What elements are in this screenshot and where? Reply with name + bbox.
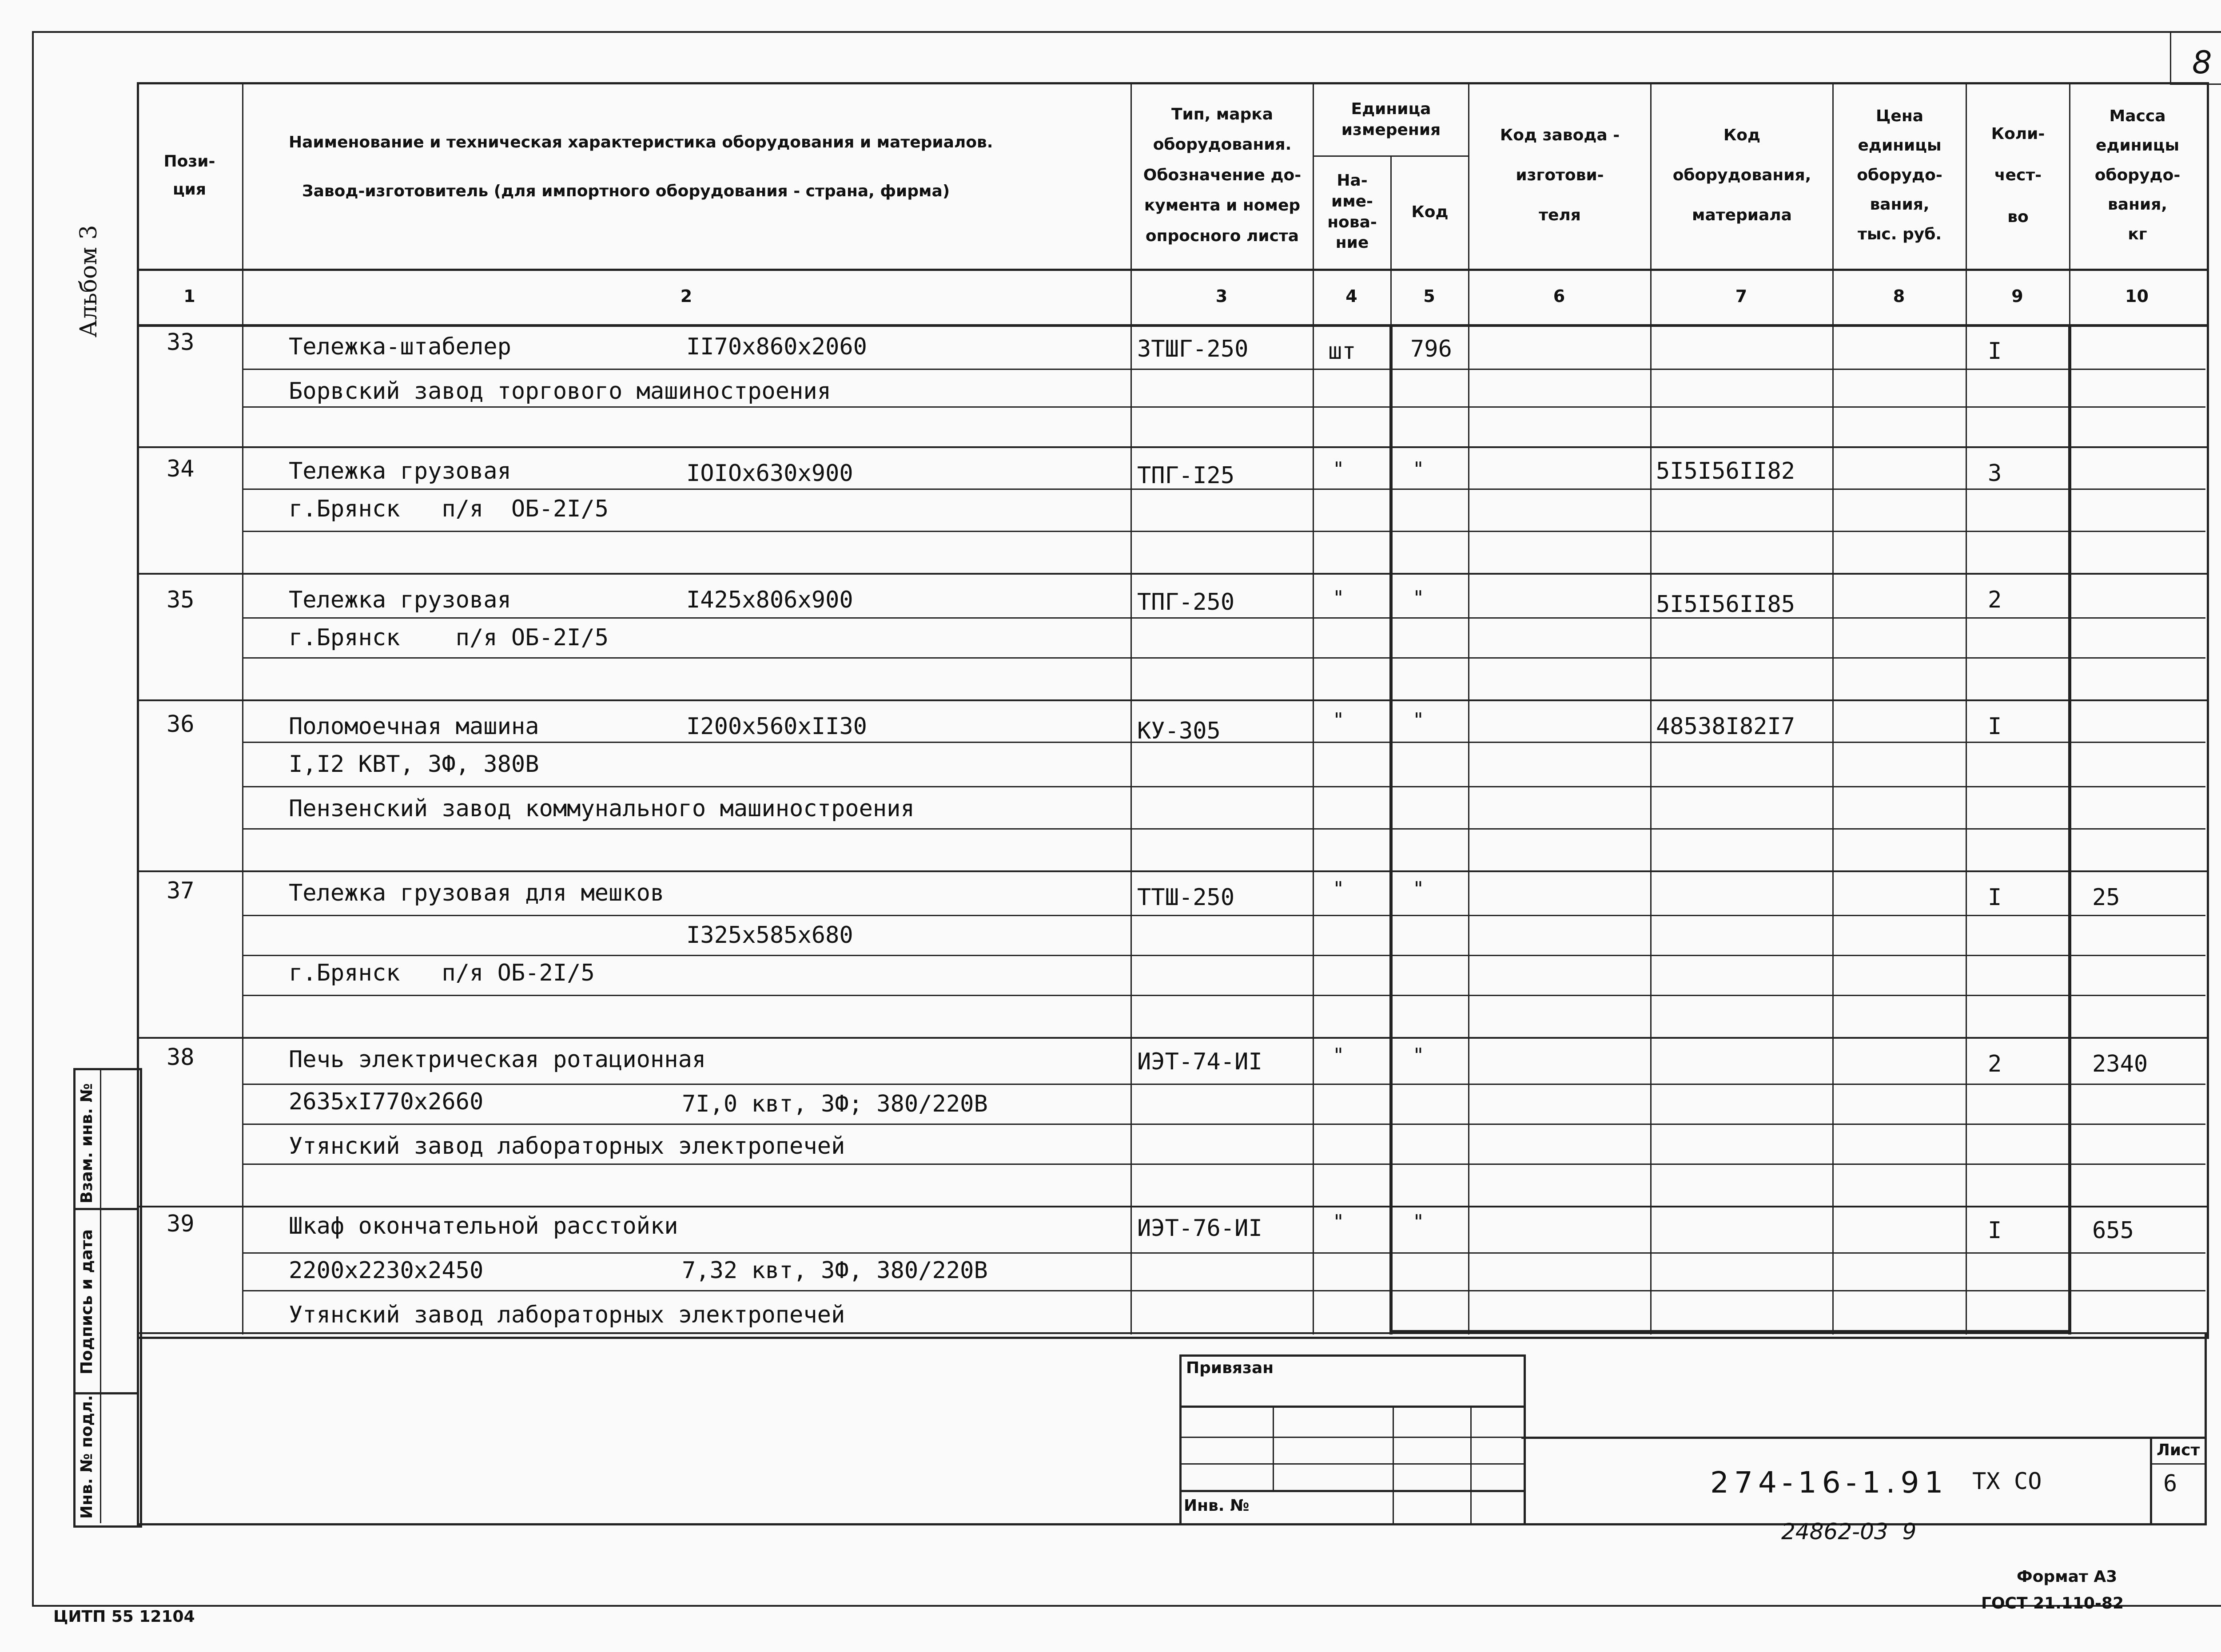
row37-unit: " (1333, 878, 1345, 900)
col-line-6 (1650, 82, 1652, 1334)
row33-qty: I (1988, 338, 2002, 365)
row35-extra-1: г.Брянск п/я ОБ-2I/5 (289, 624, 609, 651)
row-line (137, 1037, 2207, 1039)
row37-qty: I (1988, 884, 2002, 911)
row37-pos: 37 (167, 878, 195, 904)
row39-code: " (1413, 1211, 1425, 1233)
colnum-10: 10 (2125, 286, 2149, 306)
col-line-7 (1832, 82, 1834, 1334)
row36-extra-1: I,I2 КВТ, 3Ф, 380В (289, 751, 539, 778)
sheet-number-top: 8 (2192, 44, 2212, 81)
row39-unit: " (1333, 1211, 1345, 1233)
list-label: Лист (2157, 1441, 2200, 1459)
row34-extra-1: г.Брянск п/я ОБ-2I/5 (289, 496, 609, 522)
row34-qty: 3 (1988, 460, 2002, 487)
list-number: 6 (2163, 1470, 2177, 1497)
colnum-6: 6 (1553, 286, 1565, 306)
row39-name: Шкаф окончательной расстойки (289, 1213, 678, 1239)
row37-extra-2: г.Брянск п/я ОБ-2I/5 (289, 960, 595, 986)
row-line (137, 446, 2207, 448)
row36-name: Поломоечная машина (289, 713, 539, 740)
row35-type: ТПГ-250 (1137, 589, 1235, 616)
unit-group-split (1313, 155, 1468, 157)
row-line (242, 406, 2205, 408)
header-name-line1: Наименование и техническая характеристика оборудования и материалов. (289, 133, 993, 151)
privyazan-line-4 (1179, 1490, 1524, 1492)
row-line (242, 657, 2205, 659)
row-line (137, 870, 2207, 872)
side-stamp-hline-2 (73, 1392, 138, 1394)
album-label: Альбом 3 (76, 225, 102, 338)
sheet-number-divider (2170, 31, 2171, 84)
header-equipment-code: Код оборудования, материала (1672, 126, 1811, 224)
colnum-bottom-line (137, 324, 2207, 327)
side-podpis-label: Подпись и дата (78, 1229, 96, 1374)
col-line-3 (1313, 82, 1314, 1334)
row34-code: " (1413, 458, 1425, 481)
row39-extra-3: Утянский завод лабораторных электропечей (289, 1302, 845, 1328)
col-line-1 (242, 82, 243, 1334)
row35-unit: " (1333, 587, 1345, 609)
row37-mass: 25 (2092, 884, 2120, 911)
row-line (242, 1290, 2205, 1291)
col-line-5 (1468, 82, 1469, 1334)
header-factory-code: Код завода - изготови- теля (1500, 126, 1620, 224)
row-line (137, 573, 2207, 575)
row-line (242, 1124, 2205, 1125)
row39-pos: 39 (167, 1211, 195, 1237)
list-box-divider (2150, 1463, 2205, 1465)
header-qty: Коли- чест- во (1991, 124, 2045, 226)
side-stamp-hline-1 (73, 1208, 138, 1210)
row36-dims: I200х560хII30 (686, 713, 867, 740)
row38-extra-3: Утянский завод лабораторных электропечей (289, 1133, 845, 1160)
header-price: Цена единицы оборудо- вания, тыс. руб. (1857, 107, 1942, 243)
privyazan-line-1 (1179, 1406, 1524, 1408)
row38-code: " (1413, 1044, 1425, 1067)
row35-equip: 5I5I56II85 (1656, 591, 1795, 618)
row34-name: Тележка грузовая (289, 458, 511, 484)
header-unit-name: На- име- нова- ние (1327, 171, 1377, 252)
row-line (137, 1332, 2207, 1334)
row33-dims: II70х860х2060 (686, 334, 867, 360)
row34-unit: " (1333, 458, 1345, 481)
row38-extra-2: 7I,0 квт, 3Ф; 380/220В (682, 1091, 988, 1117)
row35-dims: I425х806х900 (686, 587, 853, 613)
row-line (242, 1164, 2205, 1165)
header-type: Тип, марка оборудования. Обозначение до- кумента и номер опросного листа (1143, 105, 1302, 245)
row35-name: Тележка грузовая (289, 587, 511, 613)
format-label: Формат А3 (2017, 1568, 2118, 1586)
row39-type: ИЭТ-76-ИI (1137, 1215, 1262, 1242)
list-box-left (2150, 1437, 2152, 1523)
lower-right-line (2205, 1332, 2207, 1523)
row38-unit: " (1333, 1044, 1345, 1067)
handwritten-number: 24862-03 9 (1781, 1519, 1917, 1545)
row33-extra-1: Борвский завод торгового машиностроения (289, 378, 831, 405)
inv-no-label: Инв. № (1184, 1497, 1250, 1515)
row-line (242, 742, 2205, 743)
row34-type: ТПГ-I25 (1137, 462, 1235, 489)
colnum-9: 9 (2011, 286, 2023, 306)
header-bottom-line (137, 269, 2207, 271)
row36-pos: 36 (167, 711, 195, 738)
side-vzam-label: Взам. инв. № (78, 1083, 96, 1203)
row34-pos: 34 (167, 456, 195, 482)
row33-unit: шт (1328, 338, 1356, 365)
row36-unit: " (1333, 709, 1345, 731)
side-stamp-vline (100, 1068, 101, 1523)
row-line (242, 786, 2205, 787)
title-block-top (1521, 1437, 2205, 1439)
row-line (242, 1084, 2205, 1085)
privyazan-vline-2 (1393, 1406, 1394, 1523)
header-unit-code: Код (1411, 203, 1449, 221)
row38-pos: 38 (167, 1044, 195, 1071)
row36-type: КУ-305 (1137, 718, 1221, 744)
row33-name: Тележка-штабелер (289, 334, 511, 360)
row38-name: Печь электрическая ротационная (289, 1046, 706, 1073)
colnum-4: 4 (1345, 286, 1357, 306)
row39-qty: I (1988, 1217, 2002, 1244)
col-line-2 (1130, 82, 1132, 1334)
side-inv-podl-label: Инв. № подл. (78, 1395, 96, 1519)
row38-qty: 2 (1988, 1051, 2002, 1077)
privyazan-line-3 (1179, 1463, 1524, 1465)
colnum-5: 5 (1423, 286, 1435, 306)
row39-mass: 655 (2092, 1217, 2134, 1244)
row35-qty: 2 (1988, 587, 2002, 613)
row34-dims: IOIOх630х900 (686, 460, 853, 487)
privyazan-label: Привязан (1186, 1359, 1274, 1377)
privyazan-vline-3 (1470, 1406, 1472, 1523)
gost-label: ГОСТ 21.110-82 (1981, 1594, 2124, 1612)
row38-type: ИЭТ-74-ИI (1137, 1048, 1262, 1075)
doc-code: 274-16-1.91 (1710, 1465, 1949, 1500)
doc-suffix: ТХ СО (1972, 1468, 2042, 1495)
row-line (242, 995, 2205, 996)
row33-code: 796 (1410, 336, 1452, 362)
row33-type: ЗТШГ-250 (1137, 336, 1249, 362)
row-line (137, 699, 2207, 701)
row36-extra-2: Пензенский завод коммунального машиностроения (289, 795, 915, 822)
row37-type: ТТШ-250 (1137, 884, 1235, 911)
header-name-line2: Завод-изготовитель (для импортного оборудования - страна, фирма) (302, 182, 950, 200)
colnum-3: 3 (1215, 286, 1228, 306)
row-line (242, 531, 2205, 532)
colnum-2: 2 (680, 286, 693, 306)
row35-pos: 35 (167, 587, 195, 613)
row35-code: " (1413, 587, 1425, 609)
row-line (242, 828, 2205, 830)
row-line (242, 617, 2205, 619)
row-line (242, 369, 2205, 370)
row33-pos: 33 (167, 329, 195, 356)
row34-equip: 5I5I56II82 (1656, 458, 1795, 484)
row39-extra-1: 2200х2230х2450 (289, 1257, 484, 1284)
colnum-8: 8 (1893, 286, 1905, 306)
colnum-7: 7 (1735, 286, 1747, 306)
privyazan-line-2 (1179, 1437, 1524, 1438)
row38-mass: 2340 (2092, 1051, 2148, 1077)
privyazan-vline-1 (1273, 1406, 1274, 1490)
row-line (242, 915, 2205, 916)
row-line (242, 1252, 2205, 1254)
row-line (137, 1206, 2207, 1207)
row-line (242, 955, 2205, 956)
col-line-8 (1966, 82, 1967, 1334)
row36-equip: 48538I82I7 (1656, 713, 1795, 740)
tsitp-label: ЦИТП 55 12104 (53, 1608, 195, 1626)
row36-code: " (1413, 709, 1425, 731)
row37-extra-1: I325х585х680 (686, 922, 853, 949)
header-mass: Масса единицы оборудо- вания, кг (2094, 107, 2181, 243)
row39-extra-2: 7,32 квт, 3Ф, 380/220В (682, 1257, 988, 1284)
row36-qty: I (1988, 713, 2002, 740)
header-unit-group: Единица измерения (1341, 100, 1441, 139)
row37-code: " (1413, 878, 1425, 900)
header-pos: Пози- ция (163, 152, 215, 199)
colnum-1: 1 (183, 286, 195, 306)
row37-name: Тележка грузовая для мешков (289, 880, 665, 906)
row38-extra-1: 2635хI770х2660 (289, 1088, 484, 1115)
